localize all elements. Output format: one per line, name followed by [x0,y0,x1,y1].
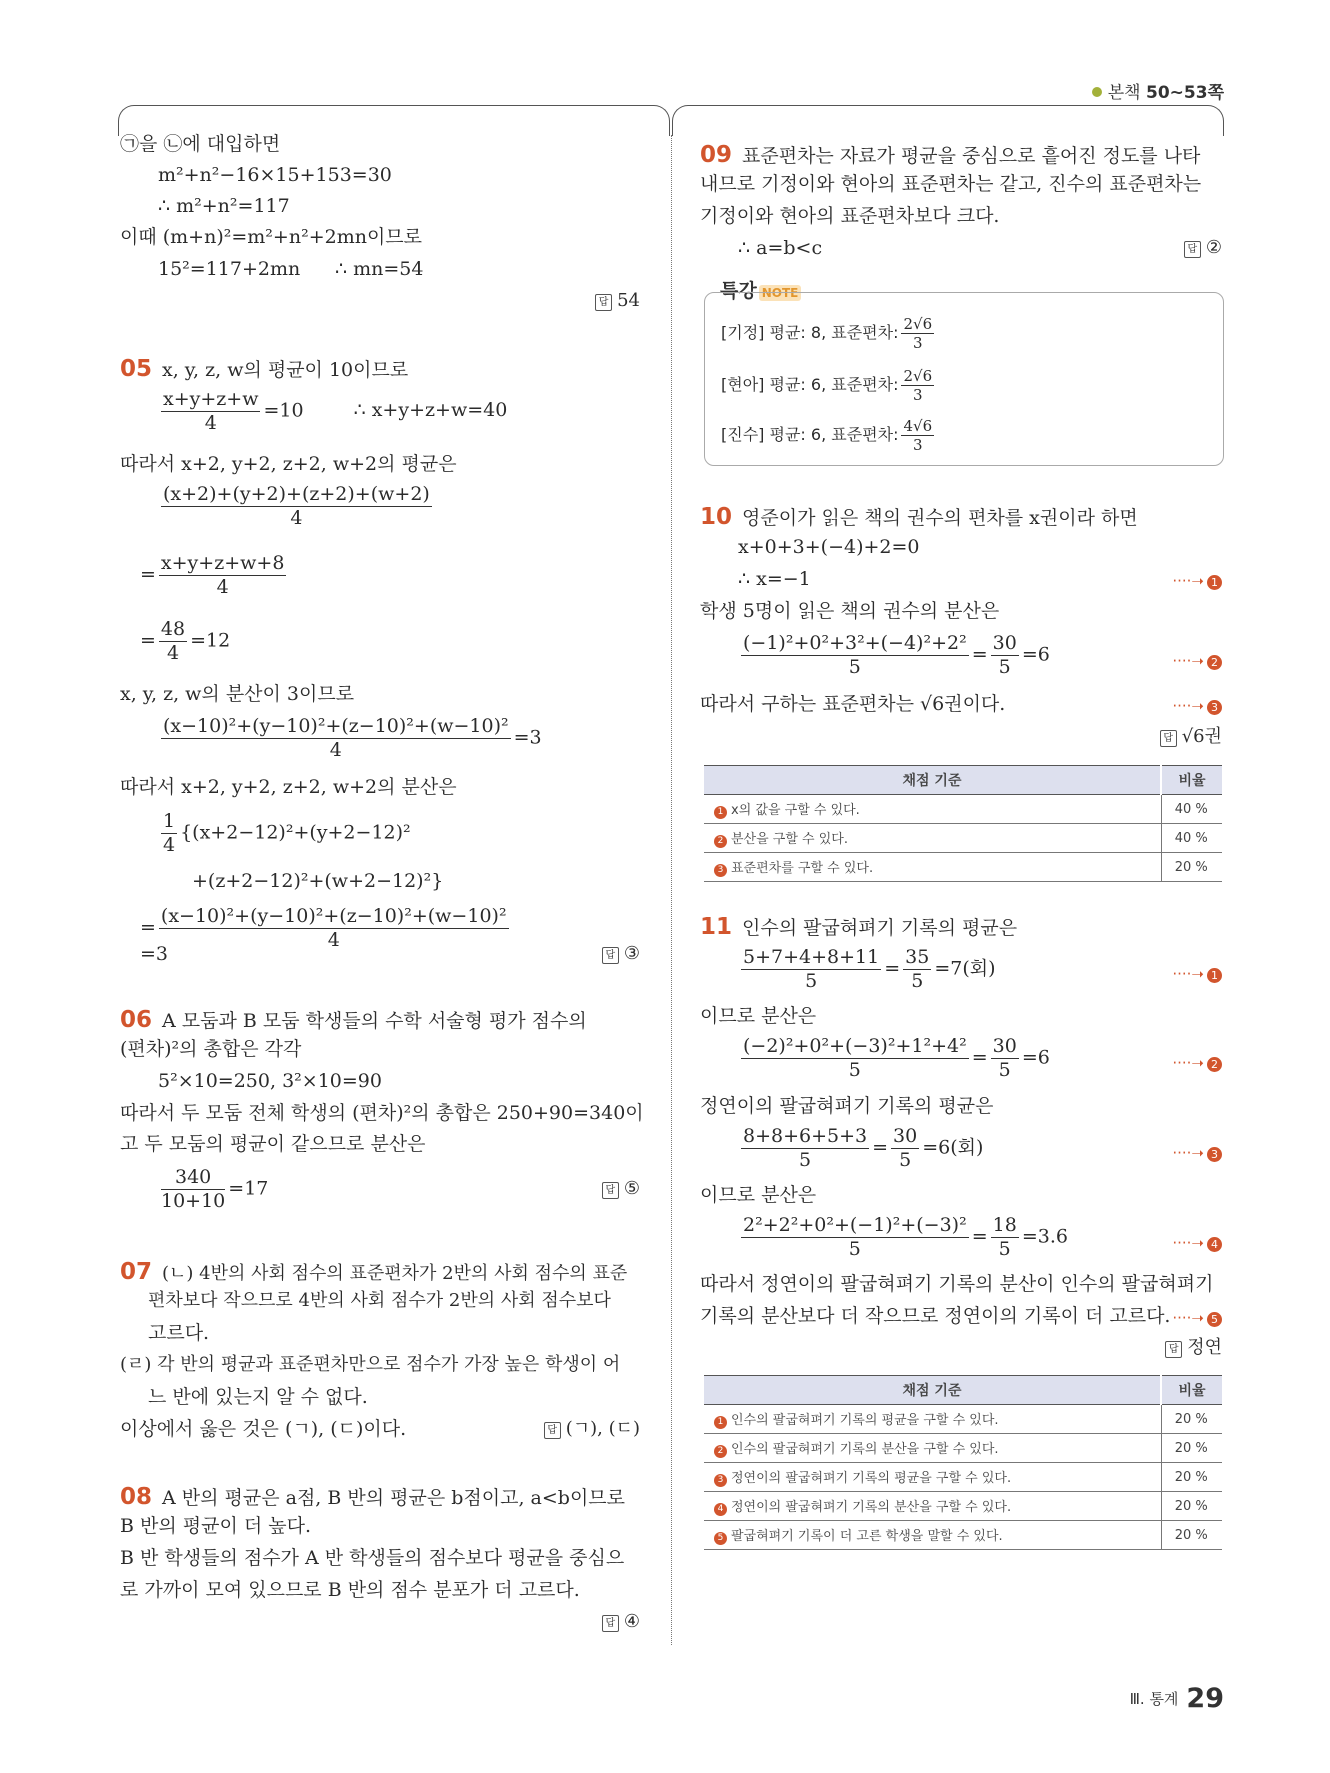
q11-line-3: 정연이의 팔굽혀펴기 기록의 평균은 [700,1095,994,1117]
q10-scoring-table [704,765,1222,882]
chapter-label: Ⅲ. 통계 [1129,1690,1179,1708]
column-divider [671,135,672,1645]
q10-line-3: ∴ x=−1 [738,568,811,590]
q11-step-1: ····➝ 1 [1172,963,1222,986]
q09-answer: 답 ② [1184,234,1222,262]
q05-answer: 답 ③ [602,940,640,968]
q11-formula-2: $\frac{\text{(−2)²+0²+(−3)²+1²+4²}}{5}$ = $\frac{30}{5}$ =6 [743,1035,1050,1081]
q06-number: 06 [120,1007,153,1033]
q11-step-3: ····➝ 3 [1172,1142,1222,1165]
step-arrow-icon: ····➝ [1172,1054,1204,1072]
q04-line-4: 이때 (m+n)²=m²+n²+2mn이므로 [120,226,423,248]
table-row: 3 표준편차를 구할 수 있다. 20 % [704,853,1222,882]
q10-line-5: 따라서 구하는 표준편차는 √6권이다. [700,693,1006,715]
q05-line-6: =3 [140,943,169,965]
right-column-frame [672,105,1224,136]
page-footer [1130,1683,1224,1714]
q04-line-1: ㉠을 ㉡에 대입하면 [120,133,281,155]
q05-number: 05 [120,356,153,382]
q11-line-4: 이므로 분산은 [700,1184,817,1206]
q08-line-3: B 반 학생들의 점수가 A 반 학생들의 점수보다 평균을 중심으 [120,1547,625,1569]
answer-icon: 답 [1165,1341,1182,1358]
step-arrow-icon: ····➝ [1172,572,1204,590]
q10-number: 10 [700,504,733,530]
step-arrow-icon: ····➝ [1172,697,1204,715]
note-row-1: [기정] 평균: 8, 표준편차: $\frac{2√6}{3}$ [721,315,933,352]
q09-line-2: 내므로 기정이와 현아의 표준편차는 같고, 진수의 표준편차는 [700,173,1202,195]
answer-icon: 답 [1184,241,1201,258]
q11-formula-1: $\frac{5+7+4+8+11}{5}$ = $\frac{35}{5}$ =7(회) [743,946,996,992]
page-number: 29 [1186,1683,1224,1714]
q10-step-2: ····➝ 2 [1172,650,1222,673]
step-arrow-icon: ····➝ [1172,965,1204,983]
ref-label: 본책 [1107,83,1141,103]
q05-formula-6: $\frac{1}{4}$ {(x+2−12)²+(y+2−12)² [163,810,411,856]
q04-line-5b: ∴ mn=54 [335,258,424,280]
q05-formula-5: $\frac{\text{(x−10)²+(y−10)²+(z−10)²+(w−10)²}}{4}$ =3 [163,715,542,761]
table-row: 2 분산을 구할 수 있다. 40 % [704,824,1222,853]
q04-answer: 답 54 [595,287,640,315]
q05-formula-4: = $\frac{48}{4}$ =12 [140,618,231,664]
q05-formula-7: = $\frac{\text{(x−10)²+(y−10)²+(z−10)²+(w−10)²}}{4}$ [140,905,507,951]
table-header-rate: 비율 [1161,1376,1222,1405]
q10-line-2: x+0+3+(−4)+2=0 [738,536,920,558]
note-badge: NOTE [759,285,802,301]
q11-line-2: 이므로 분산은 [700,1005,817,1027]
table-row: 1 인수의 팔굽혀펴기 기록의 평균을 구할 수 있다. 20 % [704,1405,1222,1434]
q10-answer: 답 √6권 [1160,723,1222,751]
q06-answer: 답 ⑤ [602,1175,640,1203]
answer-icon: 답 [595,294,612,311]
step-arrow-icon: ····➝ [1172,652,1204,670]
q07-line-3: 고르다. [148,1322,210,1344]
q11-step-2: ····➝ 2 [1172,1052,1222,1075]
table-row: 3 정연이의 팔굽혀펴기 기록의 평균을 구할 수 있다. 20 % [704,1463,1222,1492]
q09-line-4: ∴ a=b<c [738,237,823,259]
table-row: 5 팔굽혀펴기 기록이 더 고른 학생을 말할 수 있다. 20 % [704,1521,1222,1550]
step-arrow-icon: ····➝ [1172,1234,1204,1252]
q04-line-3: ∴ m²+n²=117 [158,195,290,217]
table-row: 2 인수의 팔굽혀펴기 기록의 분산을 구할 수 있다. 20 % [704,1434,1222,1463]
q05-line-1: 05 x, y, z, w의 평균이 10이므로 [120,356,409,382]
q11-line-6: 기록의 분산보다 더 작으므로 정연이의 기록이 더 고르다. [700,1305,1171,1327]
table-header-criteria: 채점 기준 [704,766,1161,795]
q04-line-2: m²+n²−16×15+153=30 [158,164,392,186]
q10-line-1: 10 영준이가 읽은 책의 권수의 편차를 x권이라 하면 [700,504,1138,530]
step-arrow-icon: ····➝ [1172,1309,1204,1327]
q07-line-4: (ㄹ) 각 반의 평균과 표준편차만으로 점수가 가장 높은 학생이 어 [120,1354,621,1375]
answer-icon: 답 [544,1422,561,1439]
q11-formula-3: $\frac{8+8+6+5+3}{5}$ = $\frac{30}{5}$ =6(회) [743,1125,984,1171]
note-row-3: [진수] 평균: 6, 표준편차: $\frac{4√6}{3}$ [721,417,933,454]
q10-line-4: 학생 5명이 읽은 책의 권수의 분산은 [700,600,1000,622]
q06-line-2: (편차)²의 총합은 각각 [120,1038,302,1060]
q11-answer: 답 정연 [1165,1334,1222,1362]
q10-step-1: ····➝ 1 [1172,570,1222,593]
answer-icon: 답 [602,1182,619,1199]
table-header-rate: 비율 [1161,766,1222,795]
q06-line-1: 06 A 모둠과 B 모둠 학생들의 수학 서술형 평가 점수의 [120,1007,587,1033]
q08-answer: 답 ④ [602,1608,640,1636]
ref-pages: 50~53쪽 [1146,83,1224,103]
q10-step-3: ····➝ 3 [1172,695,1222,718]
q11-line-5: 따라서 정연이의 팔굽혀펴기 기록의 분산이 인수의 팔굽혀펴기 [700,1273,1214,1295]
q05-line-5: +(z+2−12)²+(w+2−12)²} [192,870,444,892]
q11-formula-4: $\frac{\text{2²+2²+0²+(−1)²+(−3)²}}{5}$ = $\frac{18}{5}$ =3.6 [743,1214,1068,1260]
table-row: 1 x의 값을 구할 수 있다. 40 % [704,795,1222,824]
bullet-dot-icon [1092,87,1102,97]
q09-line-1: 09 표준편차는 자료가 평균을 중심으로 흩어진 정도를 나타 [700,142,1201,168]
q08-line-1: 08 A 반의 평균은 a점, B 반의 평균은 b점이고, a<b이므로 [120,1484,626,1510]
q08-line-4: 로 가까이 모여 있으므로 B 반의 점수 분포가 더 고르다. [120,1579,580,1601]
q09-line-3: 기정이와 현아의 표준편차보다 크다. [700,205,1000,227]
q04-line-5a: 15²=117+2mn [158,258,301,280]
q07-line-5: 느 반에 있는지 알 수 없다. [148,1386,368,1408]
q11-step-4: ····➝ 4 [1172,1232,1222,1255]
q07-line-1: 07 (ㄴ) 4반의 사회 점수의 표준편차가 2반의 사회 점수의 표준 [120,1259,628,1285]
special-note-box [704,292,1224,466]
answer-icon: 답 [602,947,619,964]
note-title: 특강 NOTE [716,276,805,303]
q11-scoring-table [704,1375,1222,1550]
step-arrow-icon: ····➝ [1172,1144,1204,1162]
q06-line-3: 5²×10=250, 3²×10=90 [158,1070,382,1092]
q08-line-2: B 반의 평균이 더 높다. [120,1515,311,1537]
q11-number: 11 [700,914,733,940]
q10-formula: $\frac{\text{(−1)²+0²+3²+(−4)²+2²}}{5}$ = $\frac{30}{5}$ =6 [743,632,1050,678]
q06-line-5: 고 두 모둠의 평균이 같으므로 분산은 [120,1133,426,1155]
q11-line-1: 11 인수의 팔굽혀펴기 기록의 평균은 [700,914,1018,940]
answer-icon: 답 [1160,730,1177,747]
q05-formula-2: $\frac{(x+2)+(y+2)+(z+2)+(w+2)}{4}$ [163,483,430,529]
answer-icon: 답 [602,1615,619,1632]
q06-formula: $\frac{340}{10+10}$ =17 [161,1166,269,1212]
q06-line-4: 따라서 두 모둠 전체 학생의 (편차)²의 총합은 250+90=340이 [120,1102,644,1124]
page-reference [1092,78,1224,103]
q11-step-5: ····➝ 5 [1172,1307,1222,1330]
table-row: 4 정연이의 팔굽혀펴기 기록의 분산을 구할 수 있다. 20 % [704,1492,1222,1521]
q05-line-3: x, y, z, w의 분산이 3이므로 [120,683,355,705]
q07-answer: 답 (ㄱ), (ㄷ) [544,1415,640,1443]
q05-line-4: 따라서 x+2, y+2, z+2, w+2의 분산은 [120,776,457,798]
q07-line-2: 편차보다 작으므로 4반의 사회 점수가 2반의 사회 점수보다 [148,1290,611,1311]
q05-formula-3: = $\frac{x+y+z+w+8}{4}$ [140,552,285,598]
q07-line-6: 이상에서 옳은 것은 (ㄱ), (ㄷ)이다. [120,1418,407,1440]
note-row-2: [현아] 평균: 6, 표준편차: $\frac{2√6}{3}$ [721,367,933,404]
q05-formula-1: $\frac{x+y+z+w}{4}$ =10 ∴ x+y+z+w=40 [163,388,508,434]
q07-number: 07 [120,1259,153,1285]
q08-number: 08 [120,1484,153,1510]
table-header-criteria: 채점 기준 [704,1376,1161,1405]
q09-number: 09 [700,142,733,168]
q05-line-2: 따라서 x+2, y+2, z+2, w+2의 평균은 [120,453,457,475]
